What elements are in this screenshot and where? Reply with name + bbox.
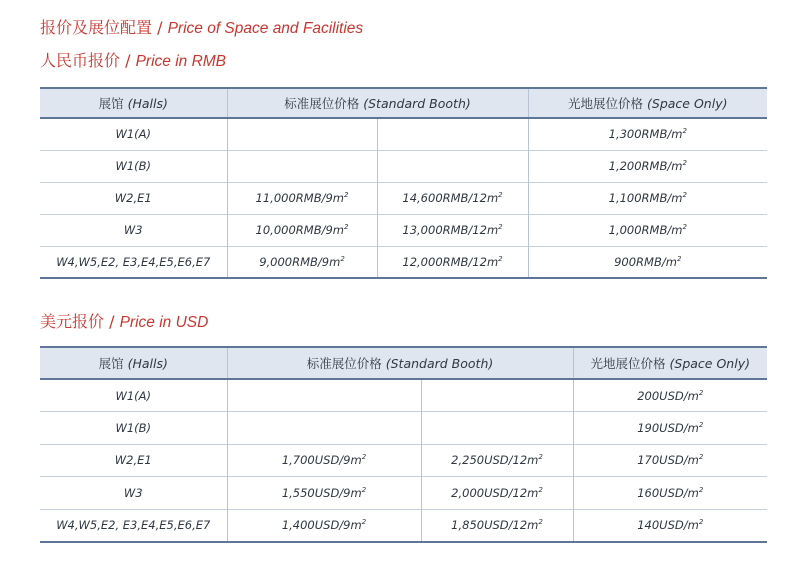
rmb-price-table	[40, 87, 767, 279]
header-halls-zh: 展馆	[98, 356, 124, 371]
table-row	[40, 477, 767, 510]
booth-12-cell	[377, 150, 528, 182]
table-row	[40, 412, 767, 445]
unit-superscript: 2	[361, 485, 367, 494]
hall-cell: W2,E1	[40, 182, 227, 214]
table-row	[40, 444, 767, 477]
header-space-zh: 光地展位价格	[590, 356, 666, 371]
table-header-row	[40, 88, 767, 118]
header-standard-zh: 标准展位价格	[306, 356, 382, 371]
header-halls	[40, 88, 227, 118]
table-row	[40, 150, 767, 182]
unit-superscript: 2	[361, 453, 367, 462]
booth-9-cell	[227, 182, 377, 214]
unit-superscript: 2	[698, 453, 704, 462]
unit-superscript: 2	[343, 223, 349, 231]
header-halls-zh: 展馆	[98, 96, 124, 111]
unit-superscript: 2	[698, 388, 704, 397]
space-cell	[573, 379, 767, 412]
booth-12-cell	[377, 246, 528, 278]
table-row	[40, 246, 767, 278]
booth-9-cell	[227, 477, 421, 510]
header-space-en: (Space Only)	[669, 356, 750, 371]
table-row	[40, 379, 767, 412]
page-title-en: Price of Space and Facilities	[167, 20, 364, 37]
header-standard-zh: 标准展位价格	[284, 96, 360, 111]
usd-section-title	[40, 312, 208, 333]
unit-superscript: 2	[361, 518, 367, 526]
hall-cell: W3	[40, 214, 227, 246]
booth-12-cell	[377, 118, 528, 150]
space-value: 1,000RMB/m	[608, 223, 683, 237]
booth-9-cell	[227, 412, 421, 445]
usd-title-zh: 美元报价	[40, 312, 105, 331]
rmb-title-en: Price in RMB	[135, 53, 227, 70]
space-cell	[528, 246, 767, 278]
table-row	[40, 182, 767, 214]
header-standard-en: (Standard Booth)	[363, 96, 471, 111]
header-space-zh: 光地展位价格	[568, 96, 644, 111]
table-row	[40, 509, 767, 542]
hall-cell: W1(B)	[40, 412, 227, 445]
space-value: 1,200RMB/m	[608, 159, 683, 173]
usd-title-separator: /	[104, 312, 120, 331]
usd-price-table	[40, 346, 767, 543]
space-cell	[573, 509, 767, 542]
rmb-title-zh: 人民币报价	[40, 51, 121, 70]
space-value: 1,100RMB/m	[608, 191, 683, 205]
header-space-en: (Space Only)	[647, 96, 728, 111]
booth-9-cell	[227, 444, 421, 477]
unit-superscript: 2	[343, 191, 349, 199]
booth-12-cell	[421, 379, 573, 412]
booth-12-cell	[421, 412, 573, 445]
unit-superscript: 2	[676, 254, 682, 263]
booth-12-cell	[377, 182, 528, 214]
booth-9-cell	[227, 379, 421, 412]
unit-superscript: 2	[498, 254, 503, 263]
space-value: 1,300RMB/m	[608, 127, 683, 142]
booth-12-cell	[421, 444, 573, 477]
booth-9-value: 9,000RMB/9m	[259, 254, 341, 269]
header-standard-booth	[227, 88, 528, 118]
booth-9-cell	[227, 214, 377, 246]
space-cell	[573, 444, 767, 477]
table-row	[40, 214, 767, 246]
booth-9-value: 10,000RMB/9m	[255, 223, 344, 237]
unit-superscript: 2	[340, 254, 345, 263]
booth-12-cell	[421, 509, 573, 542]
space-value: 170USD/m	[637, 453, 699, 468]
unit-superscript: 2	[538, 485, 543, 494]
booth-12-value: 2,000USD/12m	[451, 485, 539, 500]
space-value: 140USD/m	[637, 518, 699, 532]
space-value: 200USD/m	[637, 388, 699, 403]
booth-9-cell	[227, 118, 377, 150]
booth-12-value: 1,850USD/12m	[451, 518, 539, 532]
booth-12-value: 13,000RMB/12m	[402, 223, 499, 237]
table-header-row	[40, 347, 767, 379]
hall-cell: W3	[40, 477, 227, 510]
page-title-separator: /	[152, 18, 168, 37]
rmb-title-separator: /	[120, 51, 136, 70]
hall-cell: W1(A)	[115, 388, 152, 403]
unit-superscript: 2	[682, 159, 687, 167]
hall-cell: W1(B)	[40, 150, 227, 182]
booth-9-cell	[227, 509, 421, 542]
space-value: 160USD/m	[637, 485, 699, 500]
header-halls-en: (Halls)	[127, 96, 168, 111]
hall-cell: W4,W5,E2, E3,E4,E5,E6,E7	[40, 246, 227, 278]
header-halls-en: (Halls)	[127, 356, 168, 371]
space-value: 190USD/m	[637, 420, 699, 435]
booth-9-cell	[227, 246, 377, 278]
header-halls	[40, 347, 227, 379]
booth-9-cell	[227, 150, 377, 182]
page-title	[40, 18, 363, 39]
hall-cell: W4,W5,E2, E3,E4,E5,E6,E7	[40, 509, 227, 542]
unit-superscript: 2	[538, 453, 543, 462]
booth-9-value: 1,550USD/9m	[281, 485, 362, 500]
unit-superscript: 2	[698, 485, 704, 494]
space-cell	[528, 150, 767, 182]
booth-12-cell	[377, 214, 528, 246]
hall-cell: W2,E1	[40, 444, 227, 477]
booth-9-value: 11,000RMB/9m	[255, 191, 344, 205]
booth-12-value: 14,600RMB/12m	[402, 191, 499, 205]
space-cell	[528, 118, 767, 150]
rmb-section-title	[40, 51, 226, 72]
space-cell	[528, 214, 767, 246]
space-cell	[573, 477, 767, 510]
booth-12-value: 2,250USD/12m	[451, 453, 539, 468]
booth-12-value: 12,000RMB/12m	[402, 254, 499, 269]
unit-superscript: 2	[682, 191, 687, 199]
booth-9-value: 1,400USD/9m	[281, 518, 362, 532]
space-cell	[573, 412, 767, 445]
header-standard-booth	[227, 347, 573, 379]
unit-superscript: 2	[698, 420, 704, 429]
unit-superscript: 2	[682, 127, 687, 136]
unit-superscript: 2	[682, 223, 687, 231]
header-space-only	[573, 347, 767, 379]
hall-cell: W1(A)	[115, 127, 152, 142]
space-cell	[528, 182, 767, 214]
unit-superscript: 2	[538, 518, 543, 526]
booth-9-value: 1,700USD/9m	[281, 453, 362, 468]
table-row	[40, 118, 767, 150]
unit-superscript: 2	[498, 191, 503, 199]
unit-superscript: 2	[498, 223, 503, 231]
booth-12-cell	[421, 477, 573, 510]
usd-title-en: Price in USD	[119, 314, 209, 331]
page-title-zh: 报价及展位配置	[40, 18, 153, 37]
header-standard-en: (Standard Booth)	[385, 356, 494, 371]
space-value: 900RMB/m	[614, 254, 677, 269]
header-space-only	[528, 88, 767, 118]
unit-superscript: 2	[698, 518, 704, 526]
